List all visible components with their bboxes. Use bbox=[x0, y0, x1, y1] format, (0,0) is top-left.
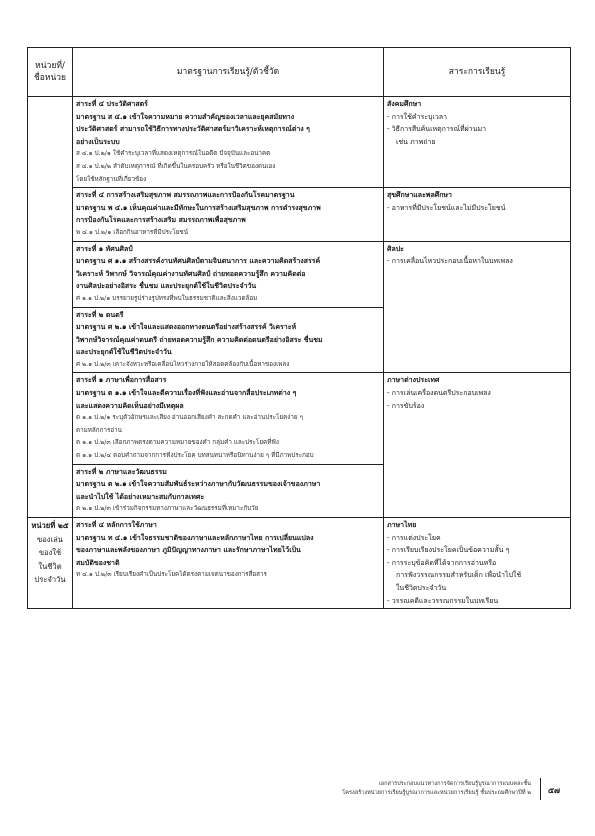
standards-line: ตามหลักการอ่าน bbox=[76, 426, 122, 434]
standards-line: มาตรฐาน ต ๒.๑ เข้าใจความสัมพันธ์ระหว่างภาษากับวัฒนธรรมของเจ้าของภาษา bbox=[76, 480, 321, 489]
standards-line: ศ ๑.๑ ป.๒/๑ บรรยายรูปร่างรูปทรงที่พบในธรรมชาติและสิ่งแวดล้อม bbox=[76, 294, 258, 302]
standards-cell bbox=[73, 97, 384, 188]
standards-cell bbox=[73, 307, 384, 373]
unit-line: หน่วยที่ ๒๕ bbox=[31, 521, 69, 530]
unit-cell bbox=[28, 518, 73, 609]
content-line: ภาษาไทย bbox=[387, 521, 417, 529]
content-line: - การแต่งประโยค bbox=[387, 533, 441, 542]
content-line: - วิธีการสืบค้นเหตุการณ์ที่ผ่านมา bbox=[387, 125, 487, 134]
table-header-row bbox=[28, 48, 571, 97]
footer-text bbox=[342, 780, 531, 798]
standards-line: มาตรฐาน ท ๔.๑ เข้าใจธรรมชาติของภาษาและหลักภาษาไทย การเปลี่ยนแปลง bbox=[76, 533, 314, 542]
standards-line: ศ ๒.๑ ป.๒/๓ เคาะจังหวะหรือเคลื่อนไหวร่างกายให้สอดคล้องกับเนื้อหาของเพลง bbox=[76, 360, 290, 368]
standards-line: ส ๔.๑ ป.๒/๑ ใช้คำระบุเวลาที่แสดงเหตุการณ์ในอดีต ปัจจุบันและอนาคต bbox=[76, 150, 271, 158]
standards-line: สาระที่ ๔ ประวัติศาสตร์ bbox=[76, 100, 148, 108]
standards-line: สาระที่ ๒ ภาษาและวัฒนธรรม bbox=[76, 467, 167, 476]
content-line: ภาษาต่างประเทศ bbox=[387, 376, 440, 385]
content-line: - การเรียบเรียงประโยคเป็นข้อความสั้น ๆ bbox=[387, 546, 510, 555]
standards-line: ส ๔.๑ ป.๒/๒ ลำดับเหตุการณ์ ที่เกิดขึ้นในครอบครัว หรือในชีวิตของตนเอง bbox=[76, 162, 276, 170]
standards-line: มาตรฐาน พ ๔.๑ เห็นคุณค่าและมีทักษะในการสร้างเสริมสุขภาพ การดำรงสุขภาพ bbox=[76, 203, 321, 212]
header-standards: มาตรฐานการเรียนรู้/ตัวชี้วัด bbox=[73, 48, 384, 97]
footer-line-2: โครงสร้างหน่วยการเรียนรู้บูรณาการและหน่วยการเรียนรู้ ชั้นประถมศึกษาปีที่ ๒ bbox=[342, 790, 531, 796]
standards-line: และแสดงความคิดเห็นอย่างมีเหตุผล bbox=[76, 401, 184, 410]
standards-line: ประวัติศาสตร์ สามารถใช้วิธีการทางประวัติศาสตร์มาวิเคราะห์เหตุการณ์ต่าง ๆ bbox=[76, 125, 310, 134]
content-line: - การใช้คำระบุเวลา bbox=[387, 112, 447, 121]
content-line: ในชีวิตประจำวัน bbox=[396, 583, 447, 592]
standards-line: ต ๑.๑ ป.๒/๔ ตอบคำถามจากการฟังประโยค บทสนทนาหรือนิทานง่าย ๆ ที่มีภาพประกอบ bbox=[76, 452, 314, 460]
table-row bbox=[28, 97, 571, 188]
content-cell bbox=[384, 241, 571, 373]
unit-cell-empty bbox=[28, 97, 73, 518]
standards-line: ท ๔.๑ ป.๒/๓ เรียบเรียงคำเป็นประโยคได้ตรงตามเจตนาของการสื่อสาร bbox=[76, 571, 267, 579]
content-cell bbox=[384, 97, 571, 188]
standards-line: สาระที่ ๔ การสร้างเสริมสุขภาพ สมรรถภาพและการป้องกันโรคมาตรฐาน bbox=[76, 191, 295, 200]
content-cell bbox=[384, 188, 571, 241]
unit-line: ประจำวัน bbox=[34, 575, 66, 584]
table-row bbox=[28, 241, 571, 307]
content-line: - การเคลื่อนไหวประกอบเนื้อหาในบทเพลง bbox=[387, 257, 513, 266]
content-cell bbox=[384, 518, 571, 609]
standards-cell bbox=[73, 464, 384, 517]
page-number: ๕๗ bbox=[548, 786, 561, 795]
standards-line: มาตรฐาน ต ๑.๑ เข้าใจและตีความเรื่องที่ฟังและอ่านจากสื่อประเภทต่าง ๆ bbox=[76, 389, 297, 398]
standards-line: สาระที่ ๔ หลักการใช้ภาษา bbox=[76, 521, 157, 529]
standards-line: และประยุกต์ใช้ในชีวิตประจำวัน bbox=[76, 348, 172, 357]
content-line: - การระบุข้อคิดที่ได้จากการอ่านหรือ bbox=[387, 558, 497, 567]
content-line: ศิลปะ bbox=[387, 244, 404, 253]
content-cell bbox=[384, 373, 571, 518]
table-row bbox=[28, 518, 571, 609]
standards-cell bbox=[73, 518, 384, 609]
content-line: สังคมศึกษา bbox=[387, 100, 422, 108]
content-line: การฟังวรรณกรรมสำหรับเด็ก เพื่อนำไปใช้ bbox=[396, 571, 522, 580]
header-unit: หน่วยที่/ชื่อหน่วย bbox=[28, 48, 73, 97]
unit-line: ของใช้ bbox=[38, 548, 62, 557]
standards-cell bbox=[73, 241, 384, 307]
standards-line: พ ๔.๑ ป.๒/๑ เลือกกินอาหารที่มีประโยชน์ bbox=[76, 228, 189, 236]
content-line: - วรรณคดีและวรรณกรรมในบทเรียน bbox=[387, 596, 499, 605]
page-footer bbox=[0, 775, 595, 815]
standards-line: สมบัติของชาติ bbox=[76, 558, 120, 567]
content-line: - การเล่นเครื่องดนตรีประกอบเพลง bbox=[387, 389, 491, 398]
table-row bbox=[28, 188, 571, 241]
standards-line: สาระที่ ๑ ทัศนศิลป์ bbox=[76, 244, 133, 253]
standards-line: มาตรฐาน ส ๔.๑ เข้าใจความหมาย ความสำคัญของเวลาและยุคสมัยทาง bbox=[76, 112, 295, 121]
standards-line: วิพากษ์วิจารณ์คุณค่าดนตรี ถ่ายทอดความรู้สึก ความคิดต่อดนตรีอย่างอิสระ ชื่นชม bbox=[76, 335, 323, 344]
standards-line: อย่างเป็นระบบ bbox=[76, 137, 120, 146]
table-row bbox=[28, 373, 571, 464]
footer-line-1: เอกสารประกอบแนวทางการจัดการเรียนรู้บูรณาการแบบคละชั้น bbox=[378, 781, 531, 787]
standards-cell bbox=[73, 373, 384, 464]
content-line: สุขศึกษาและพลศึกษา bbox=[387, 191, 452, 200]
standards-line: งานศิลปะอย่างอิสระ ชื่นชม และประยุกต์ใช้ในชีวิตประจำวัน bbox=[76, 282, 257, 291]
standards-line: สาระที่ ๑ ภาษาเพื่อการสื่อสาร bbox=[76, 376, 167, 385]
standards-line: ต ๒.๑ ป.๒/๓ เข้าร่วมกิจกรรมทางภาษาและวัฒนธรรมที่เหมาะกับวัย bbox=[76, 505, 259, 513]
standards-line: สาระที่ ๒ ดนตรี bbox=[76, 310, 124, 319]
content-line: - อาหารที่มีประโยชน์และไม่มีประโยชน์ bbox=[387, 203, 506, 212]
standards-line: ต ๑.๑ ป.๒/๑ ระบุตัวอักษรและเสียง อ่านออกเสียงคำ สะกดคำ และอ่านประโยคง่าย ๆ bbox=[76, 414, 303, 422]
standards-line: ต ๑.๑ ป.๒/๓ เลือกภาพตรงตามความหมายของคำ กลุ่มคำ และประโยคที่ฟัง bbox=[76, 439, 279, 447]
content-line: เช่น ภาพถ่าย bbox=[396, 137, 436, 146]
standards-line: วิเคราะห์ วิพากษ์ วิจารณ์คุณค่างานทัศนศิลป์ ถ่ายทอดความรู้สึก ความคิดต่อ bbox=[76, 269, 306, 278]
unit-line: ในชีวิต bbox=[38, 561, 62, 571]
content-line: - การขับร้อง bbox=[387, 401, 425, 410]
curriculum-table bbox=[27, 47, 571, 609]
standards-line: โดยใช้หลักฐานที่เกี่ยวข้อง bbox=[76, 175, 147, 183]
standards-line: มาตรฐาน ศ ๒.๑ เข้าใจและแสดงออกทางดนตรีอย่างสร้างสรรค์ วิเคราะห์ bbox=[76, 323, 297, 332]
standards-line: ของภาษาและพลังของภาษา ภูมิปัญญาทางภาษา และรักษาภาษาไทยไว้เป็น bbox=[76, 546, 301, 555]
standards-cell bbox=[73, 188, 384, 241]
standards-line: การป้องกันโรคและการสร้างเสริม สมรรถภาพเพื่อสุขภาพ bbox=[76, 216, 246, 225]
unit-line: ของเล่น bbox=[37, 534, 63, 544]
standards-line: และนำไปใช้ ได้อย่างเหมาะสมกับกาลเทศะ bbox=[76, 492, 205, 501]
header-content: สาระการเรียนรู้ bbox=[384, 48, 571, 97]
standards-line: มาตรฐาน ศ ๑.๑ สร้างสรรค์งานทัศนศิลป์ตามจินตนาการ และความคิดสร้างสรรค์ bbox=[76, 257, 321, 266]
footer-divider bbox=[540, 778, 541, 800]
